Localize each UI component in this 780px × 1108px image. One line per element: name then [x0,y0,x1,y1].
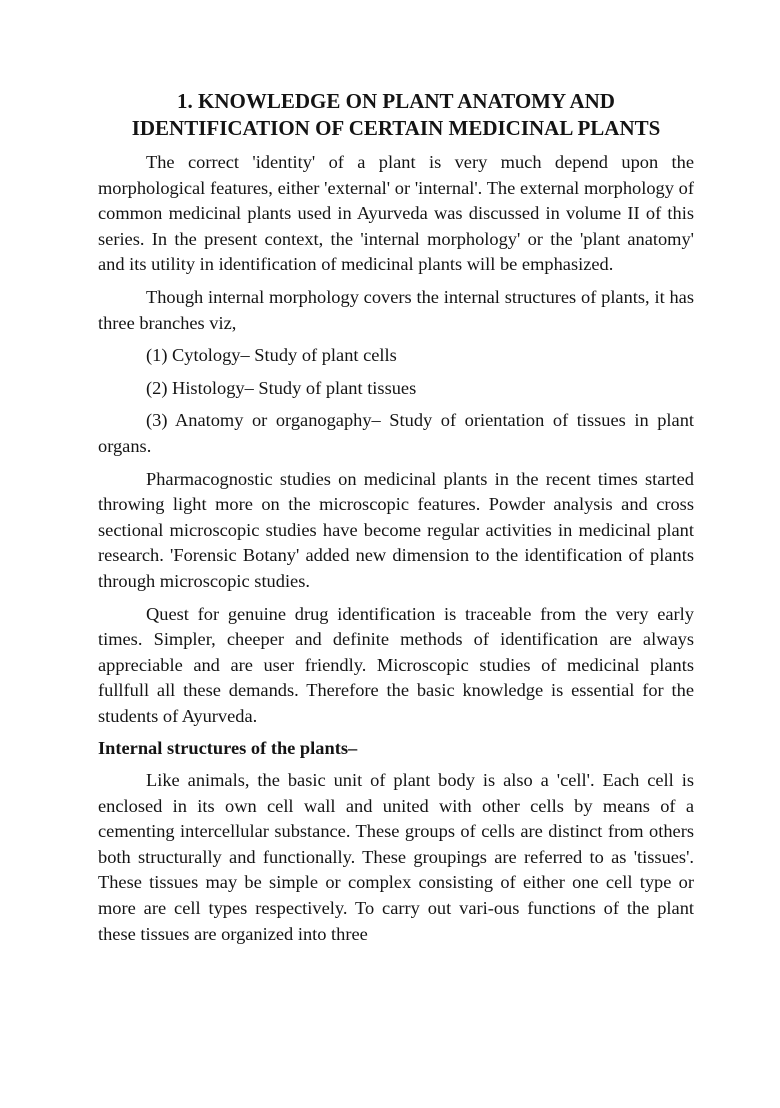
chapter-title [98,88,694,142]
branch-item-histology: (2) Histology– Study of plant tissues [146,377,417,398]
branch-item-cytology: (1) Cytology– Study of plant cells [146,345,397,366]
paragraph-drug-identification: Quest for genuine drug identification is traceable from the very early times. Simpler, cheeper and definite methods of identification are always appreciable and are user friendly. Microscopic studies of medicinal plants fullfull all these demands. Therefore the basic knowledge is essential for the students of Ayurveda. [98,603,694,726]
chapter-title-line-2: IDENTIFICATION OF CERTAIN MEDICINAL PLANTS [131,116,661,140]
paragraph-internal-morphology: Though internal morphology covers the internal structures of plants, it has three branches viz, [98,286,694,333]
document-page [98,88,694,954]
branch-item-anatomy: (3) Anatomy or organogaphy– Study of orientation of tissues in plant organs. [98,410,694,456]
paragraph-pharmacognostic: Pharmacognostic studies on medicinal plants in the recent times started throwing light more on the microscopic features. Powder analysis and cross sectional microscopic studies have become regular activities in medicinal plant research. 'Forensic Botany' added new dimension to the identification of plants through microscopic studies. [98,468,694,591]
chapter-title-line-1: 1. KNOWLEDGE ON PLANT ANATOMY AND [177,89,615,113]
section-heading-internal-structures: Internal structures of the plants– [98,738,358,759]
paragraph-cells-tissues: Like animals, the basic unit of plant body is also a 'cell'. Each cell is enclosed in its own cell wall and united with other cells by means of a cementing intercellular substance. These groups of cells are distinct from others both structurally and functionally. These groupings are referred to as 'tissues'. These tissues may be simple or complex consisting of either one cell type or more are cell types respectively. To carry out vari-ous functions of the plant these tissues are organized into three [98,770,694,944]
paragraph-identity: The correct 'identity' of a plant is very much depend upon the morphological features, either 'external' or 'internal'. The external morphology of common medicinal plants used in Ayurveda was discussed in volume II of this series. In the present context, the 'internal morphology' or the 'plant anatomy' and its utility in identification of medicinal plants will be emphasized. [98,152,694,275]
